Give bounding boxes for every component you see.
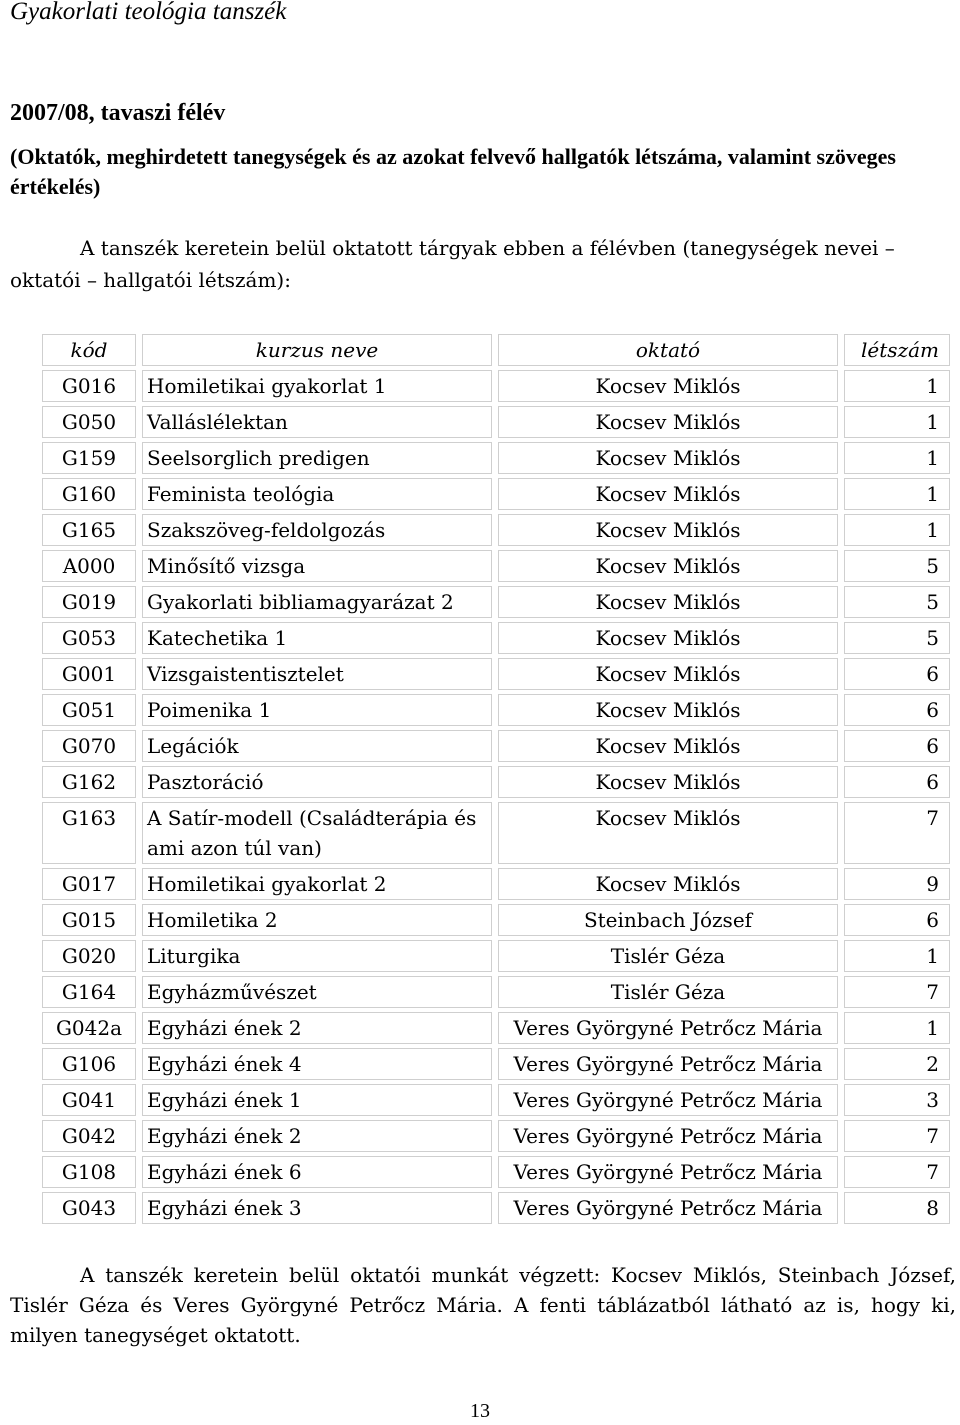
cell-tutor: Kocsev Miklós	[498, 658, 838, 690]
cell-code: G159	[42, 442, 136, 474]
cell-tutor: Kocsev Miklós	[498, 622, 838, 654]
cell-course-name: Egyházi ének 2	[142, 1120, 492, 1152]
cell-tutor: Tislér Géza	[498, 976, 838, 1008]
cell-code: G041	[42, 1084, 136, 1116]
cell-course-name: Homiletikai gyakorlat 2	[142, 868, 492, 900]
cell-tutor: Steinbach József	[498, 904, 838, 936]
cell-code: A000	[42, 550, 136, 582]
table-row	[42, 442, 950, 474]
cell-code: G053	[42, 622, 136, 654]
cell-course-name: Minősítő vizsga	[142, 550, 492, 582]
table-row	[42, 766, 950, 798]
cell-course-name: Seelsorglich predigen	[142, 442, 492, 474]
cell-count: 1	[844, 406, 950, 438]
cell-tutor: Kocsev Miklós	[498, 766, 838, 798]
cell-count: 6	[844, 766, 950, 798]
courses-table	[36, 330, 956, 1228]
header-code: kód	[42, 334, 136, 366]
cell-course-name: Szakszöveg-feldolgozás	[142, 514, 492, 546]
cell-count: 7	[844, 976, 950, 1008]
cell-code: G020	[42, 940, 136, 972]
cell-count: 9	[844, 868, 950, 900]
table-row	[42, 370, 950, 402]
table-header-row	[42, 334, 950, 366]
table-row	[42, 904, 950, 936]
cell-count: 1	[844, 514, 950, 546]
table-row	[42, 802, 950, 864]
cell-count: 1	[844, 1012, 950, 1044]
cell-code: G165	[42, 514, 136, 546]
cell-course-name: Valláslélektan	[142, 406, 492, 438]
cell-course-name: Legációk	[142, 730, 492, 762]
cell-tutor: Kocsev Miklós	[498, 370, 838, 402]
cell-tutor: Kocsev Miklós	[498, 802, 838, 864]
table-row	[42, 622, 950, 654]
table-row	[42, 478, 950, 510]
intro-paragraph: A tanszék keretein belül oktatott tárgyak ebben a félévben (tanegységek nevei – oktatói – hallgatói létszám):	[10, 236, 895, 292]
table-row	[42, 658, 950, 690]
cell-count: 5	[844, 622, 950, 654]
cell-course-name: Homiletika 2	[142, 904, 492, 936]
cell-tutor: Kocsev Miklós	[498, 586, 838, 618]
table-row	[42, 730, 950, 762]
cell-code: G051	[42, 694, 136, 726]
cell-code: G017	[42, 868, 136, 900]
cell-tutor: Veres Györgyné Petrőcz Mária	[498, 1156, 838, 1188]
cell-count: 7	[844, 802, 950, 864]
cell-course-name: Egyházi ének 6	[142, 1156, 492, 1188]
cell-course-name: Homiletikai gyakorlat 1	[142, 370, 492, 402]
cell-code: G163	[42, 802, 136, 864]
cell-count: 6	[844, 658, 950, 690]
table-row	[42, 1120, 950, 1152]
cell-count: 1	[844, 940, 950, 972]
closing-paragraph: A tanszék keretein belül oktatói munkát végzett: Kocsev Miklós, Steinbach József, Tislér Géza és Veres Györgyné Petrőcz Mária. A fenti táblázatból látható az is, hogy ki, milyen tanegységet oktatott.	[10, 1263, 956, 1347]
table-row	[42, 586, 950, 618]
cell-count: 1	[844, 370, 950, 402]
table-row	[42, 514, 950, 546]
cell-course-name: Feminista teológia	[142, 478, 492, 510]
cell-code: G106	[42, 1048, 136, 1080]
cell-count: 5	[844, 550, 950, 582]
cell-tutor: Kocsev Miklós	[498, 514, 838, 546]
cell-course-name: Poimenika 1	[142, 694, 492, 726]
cell-code: G162	[42, 766, 136, 798]
cell-course-name: Egyházi ének 4	[142, 1048, 492, 1080]
cell-count: 1	[844, 478, 950, 510]
cell-code: G070	[42, 730, 136, 762]
cell-course-name: Katechetika 1	[142, 622, 492, 654]
table-row	[42, 1084, 950, 1116]
semester-title: 2007/08, tavaszi félév	[10, 100, 226, 126]
cell-tutor: Kocsev Miklós	[498, 694, 838, 726]
cell-tutor: Kocsev Miklós	[498, 478, 838, 510]
department-heading: Gyakorlati teológia tanszék	[10, 0, 287, 25]
header-course-name: kurzus neve	[142, 334, 492, 366]
cell-code: G043	[42, 1192, 136, 1224]
table-row	[42, 694, 950, 726]
table-row	[42, 550, 950, 582]
cell-course-name: Pasztoráció	[142, 766, 492, 798]
cell-code: G160	[42, 478, 136, 510]
cell-course-name: Gyakorlati bibliamagyarázat 2	[142, 586, 492, 618]
table-row	[42, 1048, 950, 1080]
cell-code: G108	[42, 1156, 136, 1188]
cell-tutor: Kocsev Miklós	[498, 868, 838, 900]
cell-tutor: Kocsev Miklós	[498, 730, 838, 762]
section-subtitle: (Oktatók, meghirdetett tanegységek és az azokat felvevő hallgatók létszáma, valamint szöveges értékelés)	[10, 144, 896, 199]
cell-count: 1	[844, 442, 950, 474]
cell-count: 6	[844, 694, 950, 726]
cell-code: G019	[42, 586, 136, 618]
table-row	[42, 1156, 950, 1188]
table-row	[42, 1192, 950, 1224]
cell-code: G042a	[42, 1012, 136, 1044]
cell-course-name: Egyházi ének 1	[142, 1084, 492, 1116]
cell-count: 6	[844, 904, 950, 936]
cell-code: G001	[42, 658, 136, 690]
cell-count: 8	[844, 1192, 950, 1224]
cell-code: G042	[42, 1120, 136, 1152]
cell-code: G015	[42, 904, 136, 936]
cell-count: 2	[844, 1048, 950, 1080]
cell-code: G164	[42, 976, 136, 1008]
cell-count: 7	[844, 1120, 950, 1152]
table-row	[42, 868, 950, 900]
cell-count: 6	[844, 730, 950, 762]
cell-count: 7	[844, 1156, 950, 1188]
cell-course-name: Vizsgaistentisztelet	[142, 658, 492, 690]
cell-count: 3	[844, 1084, 950, 1116]
cell-course-name: Egyházművészet	[142, 976, 492, 1008]
page-number: 13	[470, 1400, 490, 1422]
cell-tutor: Kocsev Miklós	[498, 550, 838, 582]
cell-tutor: Kocsev Miklós	[498, 406, 838, 438]
table-row	[42, 940, 950, 972]
cell-course-name: Liturgika	[142, 940, 492, 972]
cell-code: G050	[42, 406, 136, 438]
header-tutor: oktató	[498, 334, 838, 366]
cell-tutor: Veres Györgyné Petrőcz Mária	[498, 1120, 838, 1152]
cell-course-name: Egyházi ének 2	[142, 1012, 492, 1044]
cell-tutor: Tislér Géza	[498, 940, 838, 972]
cell-tutor: Veres Györgyné Petrőcz Mária	[498, 1192, 838, 1224]
table-row	[42, 976, 950, 1008]
header-count: létszám	[844, 334, 950, 366]
cell-code: G016	[42, 370, 136, 402]
cell-tutor: Veres Györgyné Petrőcz Mária	[498, 1048, 838, 1080]
table-row	[42, 406, 950, 438]
cell-tutor: Kocsev Miklós	[498, 442, 838, 474]
cell-tutor: Veres Györgyné Petrőcz Mária	[498, 1012, 838, 1044]
cell-count: 5	[844, 586, 950, 618]
cell-course-name: Egyházi ének 3	[142, 1192, 492, 1224]
table-row	[42, 1012, 950, 1044]
cell-course-name: A Satír-modell (Családterápia és ami azon túl van)	[142, 802, 492, 864]
cell-tutor: Veres Györgyné Petrőcz Mária	[498, 1084, 838, 1116]
